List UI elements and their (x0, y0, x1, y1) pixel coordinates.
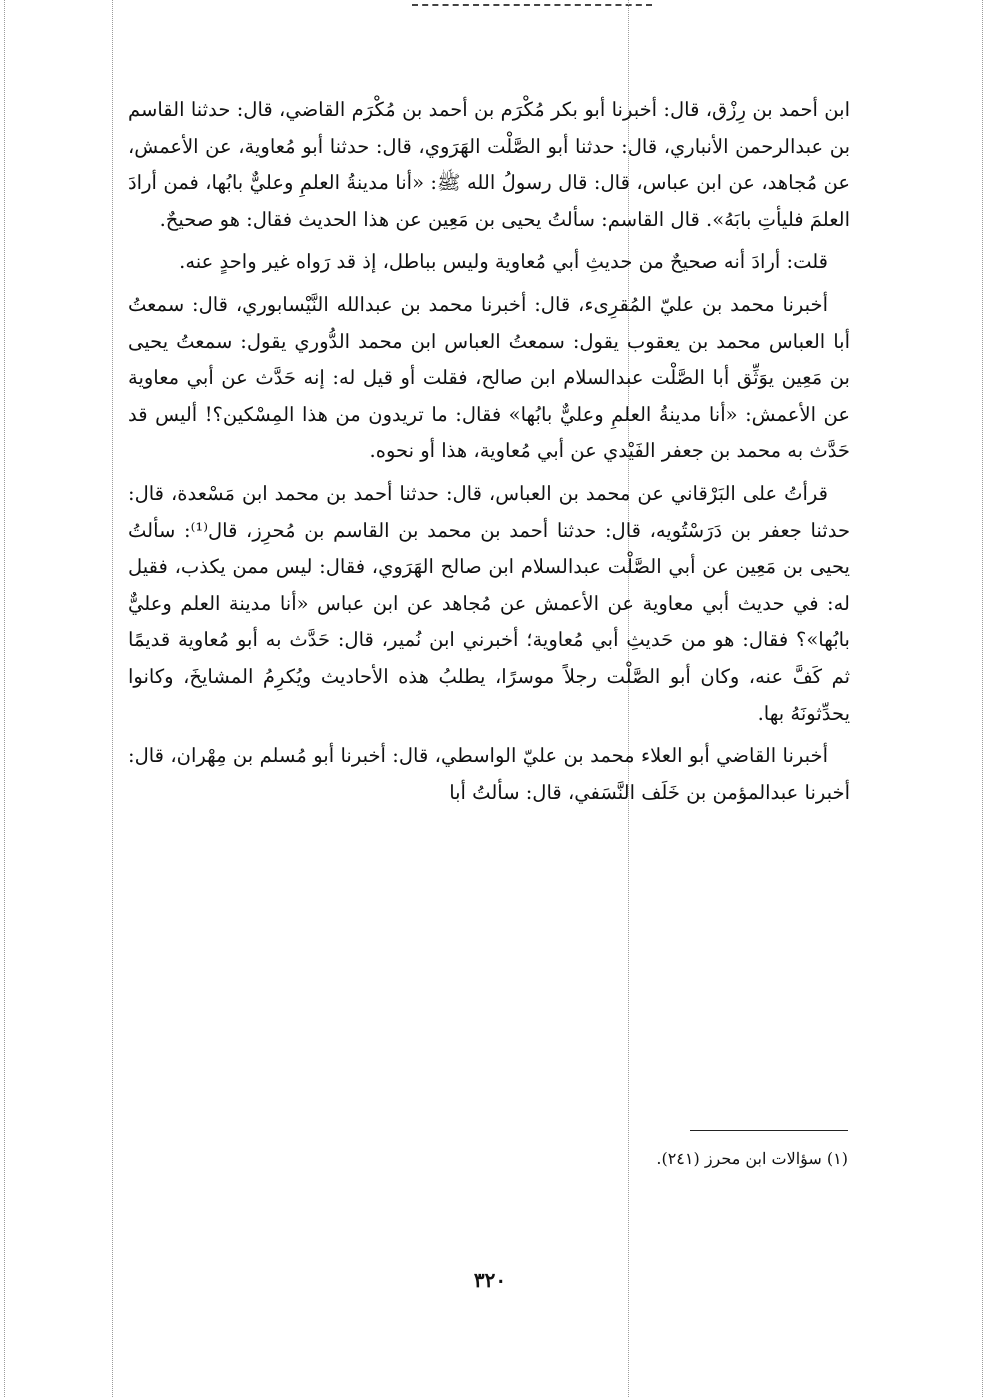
main-text (128, 92, 850, 817)
scan-guide-line (982, 0, 983, 1397)
scan-guide-line (112, 0, 113, 1397)
scan-guide-line (4, 0, 5, 1397)
paragraph: ابن أحمد بن رِزْق، قال: أخبرنا أبو بكر مُكْرَم بن أحمد بن مُكْرَم القاضي، قال: حدثنا القاسم بن عبدالرحمن الأنباري، قال: حدثنا أبو الصَّلْت الهَرَوي، قال: حدثنا أبو مُعاوية، عن الأعمش، عن مُجاهد، عن ابن عباس، قال: قال رسولُ الله ﷺ: «أنا مدينةُ العلمِ وعليٌّ بابُها، فمن أرادَ العلمَ فليأتِ بابَهُ». قال القاسم: سألتُ يحيى بن مَعِين عن هذا الحديث فقال: هو صحيحٌ. (128, 98, 850, 231)
paragraph: أخبرنا محمد بن عليّ المُقرِىء، قال: أخبرنا محمد بن عبدالله النَّيْسابوري، قال: سمعتُ أبا العباس محمد بن يعقوب يقول: سمعتُ العباس ابن محمد الدُّوري يقول: سمعتُ يحيى بن مَعِين يوَثِّق أبا الصَّلْت عبدالسلام ابن صالح، فقلت أو قيل له: إنه حَدَّث عن أبي معاوية عن الأعمش: «أنا مدينةُ العلمِ وعليٌّ بابُها» فقال: ما تريدون من هذا المِسْكين؟! أليس قد حَدَّث به محمد بن جعفر الفَيْدي عن أبي مُعاوية، هذا أو نحوه. (128, 292, 850, 463)
paragraph: قرأتُ على البَرْقاني عن محمد بن العباس، قال: حدثنا أحمد بن محمد ابن مَسْعدة، قال: حدثنا جعفر بن دَرَسْتُويه، قال: حدثنا أحمد بن محمد بن القاسم بن مُحرِز، قال⁽¹⁾: سألتُ يحيى بن مَعِين عن أبي الصَّلْت عبدالسلام ابن صالح الهَرَوي، فقال: ليس ممن يكذب، فقيل له: في حديث أبي معاوية عن الأعمش عن مُجاهد عن ابن عباس «أنا مدينة العلم وعليٌّ بابُها»؟ فقال: هو من حَديثِ أبي مُعاوية؛ أخبرني ابن نُمير، قال: حَدَّث به أبو مُعاوية قديمًا ثم كَفَّ عنه، وكان أبو الصَّلْت رجلاً موسرًا، يطلبُ هذه الأحاديث ويُكرِمُ المشايخَ، وكانوا يحدِّثونَهُ بها. (128, 481, 850, 725)
paragraph: أخبرنا القاضي أبو العلاء محمد بن عليّ الواسطي، قال: أخبرنا أبو مُسلم بن مِهْران، قال: أخبرنا عبدالمؤمن بن خَلَف النَّسَفي، قال: سألتُ أبا (128, 744, 850, 804)
page-number: ٣٢٠ (473, 1268, 507, 1292)
top-edge-marks (412, 4, 652, 6)
footnote: (١) سؤالات ابن محرز (٢٤١). (656, 1149, 848, 1168)
footnote-separator (690, 1130, 848, 1131)
paragraph: قلت: أرادَ أنه صحيحٌ من حديثِ أبي مُعاوية وليس بباطل، إذ قد رَواه غير واحدٍ عنه. (179, 250, 828, 274)
